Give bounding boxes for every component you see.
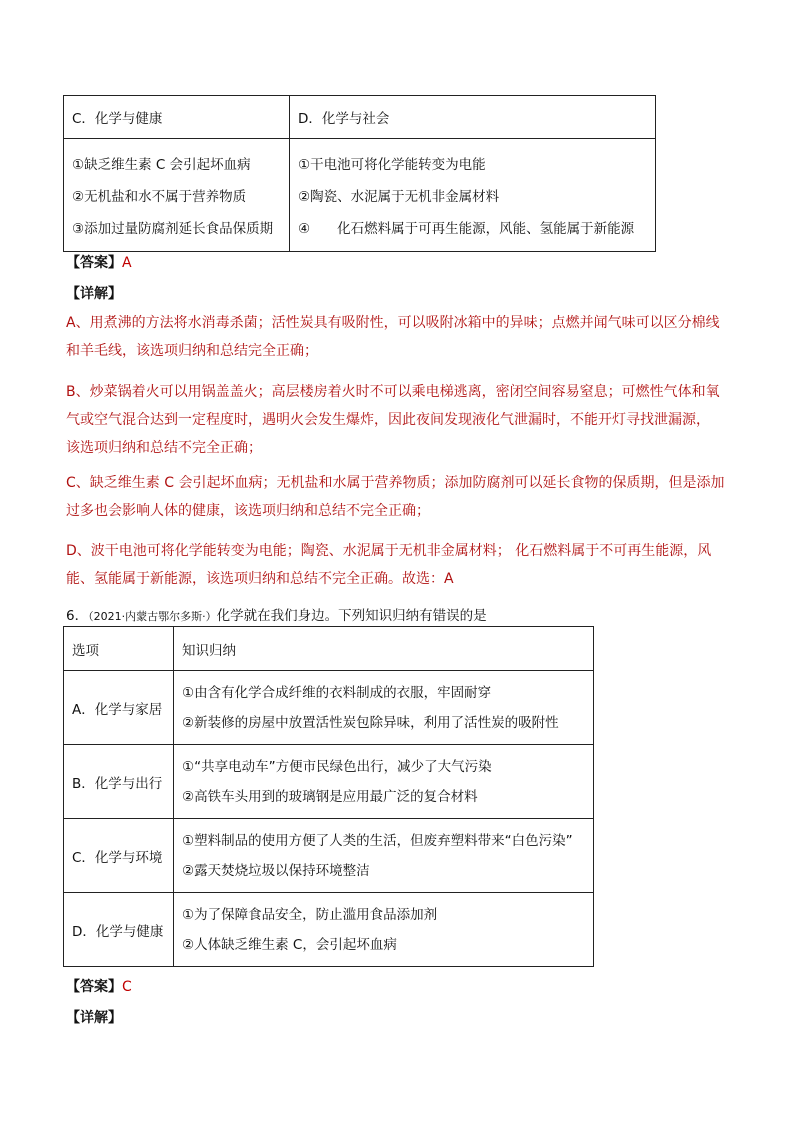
explanation-b: [66, 381, 730, 459]
table-cell-d-head: D．化学与社会: [290, 96, 656, 139]
list-item: ②人体缺乏维生素 C，会引起坏血病: [182, 936, 397, 953]
list-item: ①“共享电动车”方便市民绿色出行，减少了大气污染: [182, 758, 492, 775]
table-cell-option: A．化学与家居: [64, 671, 174, 745]
text-line: A、用煮沸的方法将水消毒杀菌；活性炭具有吸附性，可以吸附冰箱中的异味；点燃并闻气味可以区分棉线: [66, 315, 720, 331]
answer-label: 【答案】: [66, 979, 122, 995]
table-row: [64, 819, 594, 893]
table-cell-items: [174, 819, 594, 893]
table-cell-option: D．化学与健康: [64, 893, 174, 967]
table-row: [64, 745, 594, 819]
table-cell-d-items: [290, 139, 656, 252]
answer-label: 【答案】: [66, 255, 122, 271]
text-line: 和羊毛线，该选项归纳和总结完全正确；: [66, 343, 318, 359]
list-item: ①为了保障食品安全，防止滥用食品添加剂: [182, 906, 438, 923]
question-source: （2021·内蒙古鄂尔多斯·）: [88, 610, 217, 623]
detail-label-2: 【详解】: [66, 1010, 122, 1026]
explanation-d: [66, 540, 730, 590]
table-row: [64, 671, 594, 745]
text-line: 气或空气混合达到一定程度时，遇明火会发生爆炸，因此夜间发现液化气泄漏时，不能开灯寻找泄漏源，: [66, 412, 710, 428]
list-item: ②露天焚烧垃圾以保持环境整洁: [182, 862, 370, 879]
table-row: [64, 893, 594, 967]
list-item: ①缺乏维生素 C 会引起坏血病: [72, 157, 251, 173]
list-item: ②高铁车头用到的玻璃钢是应用最广泛的复合材料: [182, 788, 478, 805]
knowledge-table-2: [63, 626, 594, 967]
answer-value: C: [122, 979, 132, 995]
table-header-option: 选项: [64, 627, 174, 671]
list-item: ③添加过量防腐剂延长食品保质期: [72, 221, 274, 237]
question-number: 6．: [66, 608, 89, 624]
table-cell-c-head: C．化学与健康: [64, 96, 290, 139]
text-line: 能、氢能属于新能源，该选项归纳和总结不完全正确。故选：A: [66, 571, 454, 587]
table-header-knowledge: 知识归纳: [174, 627, 594, 671]
list-item: ④ 化石燃料属于可再生能源，风能、氢能属于新能源: [298, 221, 635, 237]
text-line: C、缺乏维生素 C 会引起坏血病；无机盐和水属于营养物质；添加防腐剂可以延长食物的保质期，但是添加: [66, 475, 725, 491]
text-line: 过多也会影响人体的健康，该选项归纳和总结不完全正确；: [66, 503, 430, 519]
detail-label-1: 【详解】: [66, 286, 122, 302]
list-item: ①干电池可将化学能转变为电能: [298, 157, 486, 173]
table-cell-items: [174, 745, 594, 819]
knowledge-table-1: [63, 95, 656, 252]
list-item: ②新装修的房屋中放置活性炭包除异味，利用了活性炭的吸附性: [182, 714, 559, 731]
text-line: B、炒菜锅着火可以用锅盖盖火；高层楼房着火时不可以乘电梯逃离，密闭空间容易窒息；可燃性气体和氧: [66, 384, 720, 400]
list-item: ①由含有化学合成纤维的衣料制成的衣服，牢固耐穿: [182, 684, 492, 701]
list-item: ②无机盐和水不属于营养物质: [72, 189, 247, 205]
answer-value: A: [122, 255, 132, 271]
question-6: [66, 604, 487, 624]
text-line: D、波干电池可将化学能转变为电能；陶瓷、水泥属于无机非金属材料； 化石燃料属于不可再生能源，风: [66, 543, 712, 559]
list-item: ①塑料制品的使用方便了人类的生活，但废弃塑料带来“白色污染”: [182, 832, 573, 849]
explanation-c: [66, 472, 730, 522]
question-text: 化学就在我们身边。下列知识归纳有错误的是: [216, 608, 487, 624]
table-cell-c-items: [64, 139, 290, 252]
table-cell-option: C．化学与环境: [64, 819, 174, 893]
explanation-a: [66, 312, 730, 362]
text-line: 该选项归纳和总结不完全正确；: [66, 440, 262, 456]
table-cell-items: [174, 671, 594, 745]
list-item: ②陶瓷、水泥属于无机非金属材料: [298, 189, 500, 205]
answer-2: [66, 976, 132, 996]
table-cell-option: B．化学与出行: [64, 745, 174, 819]
answer-1: [66, 252, 132, 272]
table-cell-items: [174, 893, 594, 967]
